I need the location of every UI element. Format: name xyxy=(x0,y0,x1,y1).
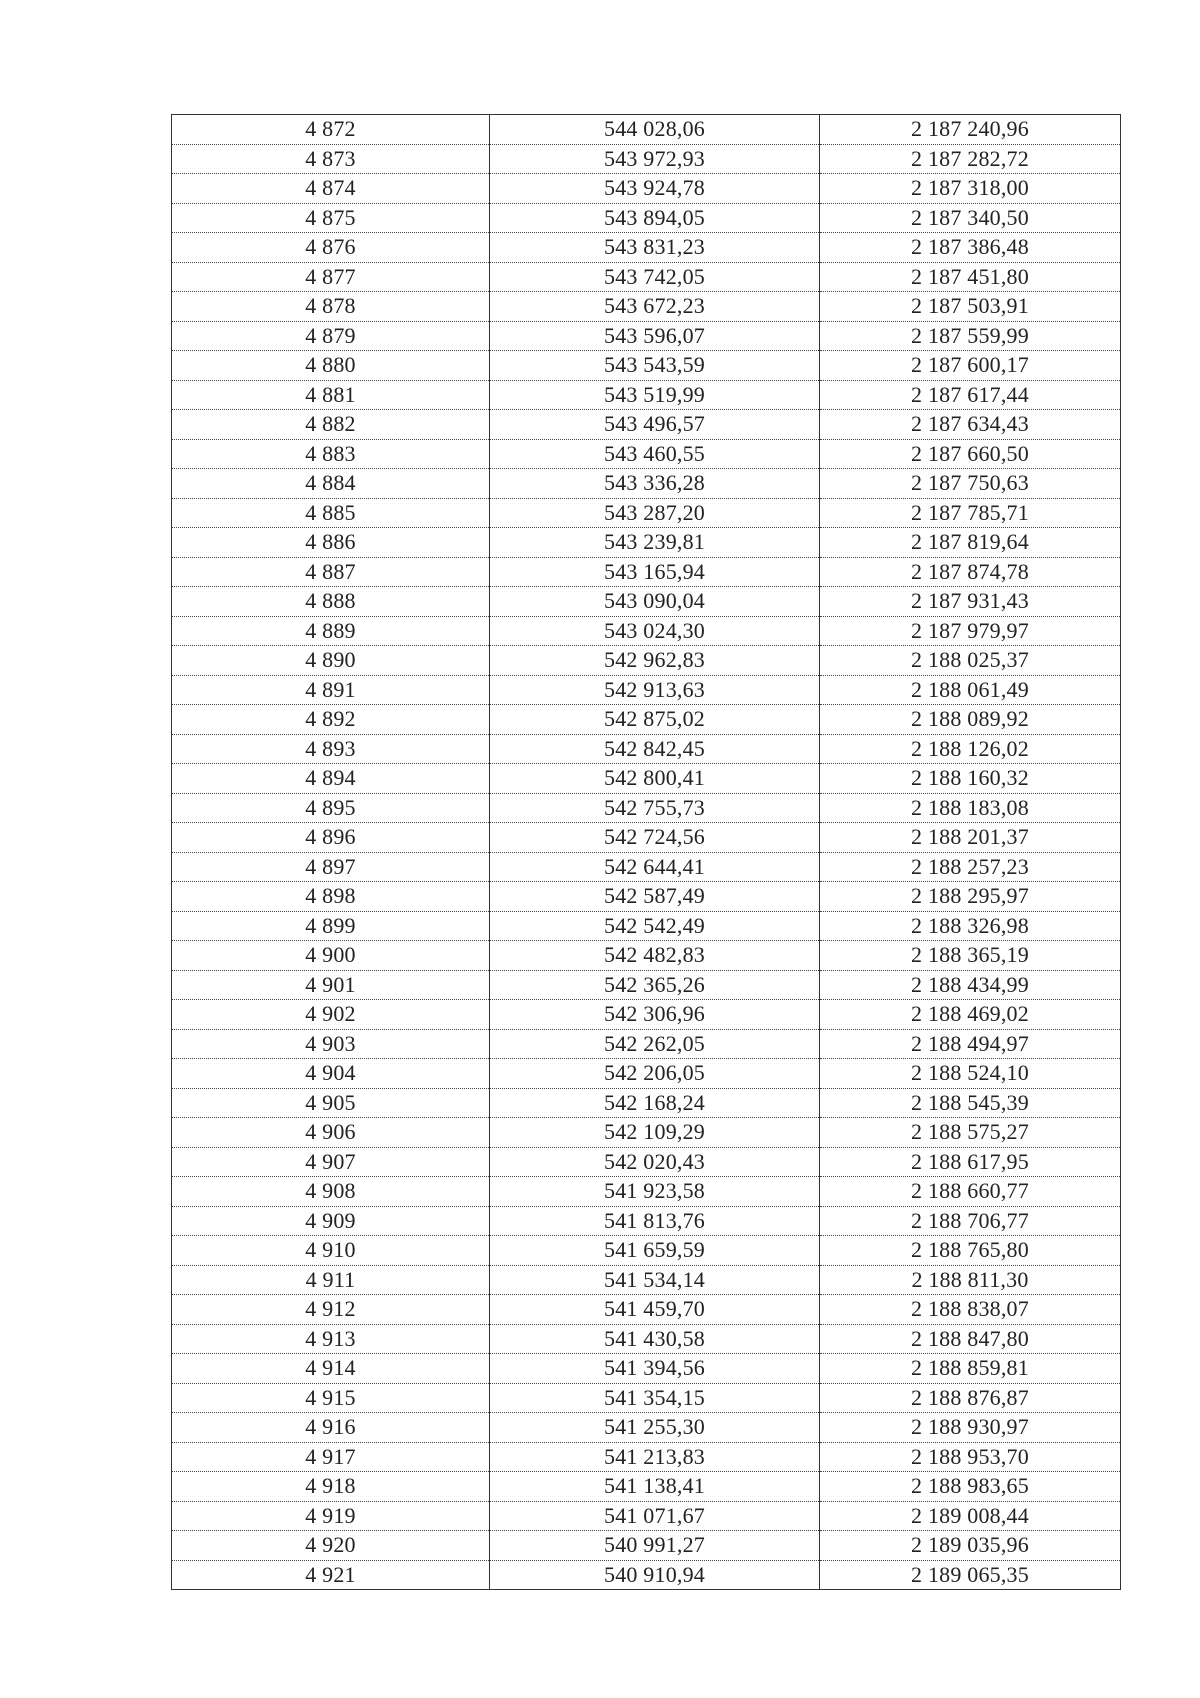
y-coordinate-cell: 2 187 819,64 xyxy=(820,528,1121,558)
x-coordinate-cell: 541 430,58 xyxy=(490,1324,820,1354)
table-row xyxy=(172,970,1121,1000)
x-coordinate-cell: 542 724,56 xyxy=(490,823,820,853)
y-coordinate-cell: 2 187 750,63 xyxy=(820,469,1121,499)
x-coordinate-cell: 543 972,93 xyxy=(490,144,820,174)
point-number-cell: 4 900 xyxy=(172,941,490,971)
point-number-cell: 4 915 xyxy=(172,1383,490,1413)
coordinates-table xyxy=(171,114,1121,1590)
x-coordinate-cell: 542 109,29 xyxy=(490,1118,820,1148)
table-row xyxy=(172,1560,1121,1590)
point-number-cell: 4 879 xyxy=(172,321,490,351)
table-row xyxy=(172,292,1121,322)
point-number-cell: 4 872 xyxy=(172,115,490,145)
y-coordinate-cell: 2 189 008,44 xyxy=(820,1501,1121,1531)
point-number-cell: 4 908 xyxy=(172,1177,490,1207)
y-coordinate-cell: 2 189 065,35 xyxy=(820,1560,1121,1590)
table-row xyxy=(172,616,1121,646)
y-coordinate-cell: 2 187 386,48 xyxy=(820,233,1121,263)
table-row xyxy=(172,1147,1121,1177)
y-coordinate-cell: 2 188 983,65 xyxy=(820,1472,1121,1502)
table-row xyxy=(172,823,1121,853)
point-number-cell: 4 911 xyxy=(172,1265,490,1295)
point-number-cell: 4 884 xyxy=(172,469,490,499)
table-row xyxy=(172,1501,1121,1531)
x-coordinate-cell: 541 394,56 xyxy=(490,1354,820,1384)
x-coordinate-cell: 541 071,67 xyxy=(490,1501,820,1531)
table-row xyxy=(172,498,1121,528)
y-coordinate-cell: 2 188 295,97 xyxy=(820,882,1121,912)
y-coordinate-cell: 2 188 660,77 xyxy=(820,1177,1121,1207)
x-coordinate-cell: 541 213,83 xyxy=(490,1442,820,1472)
table-row xyxy=(172,351,1121,381)
y-coordinate-cell: 2 188 876,87 xyxy=(820,1383,1121,1413)
point-number-cell: 4 881 xyxy=(172,380,490,410)
x-coordinate-cell: 543 336,28 xyxy=(490,469,820,499)
y-coordinate-cell: 2 188 365,19 xyxy=(820,941,1121,971)
table-row xyxy=(172,1472,1121,1502)
x-coordinate-cell: 543 543,59 xyxy=(490,351,820,381)
table-row xyxy=(172,1354,1121,1384)
table-row xyxy=(172,115,1121,145)
x-coordinate-cell: 542 587,49 xyxy=(490,882,820,912)
point-number-cell: 4 893 xyxy=(172,734,490,764)
point-number-cell: 4 910 xyxy=(172,1236,490,1266)
y-coordinate-cell: 2 188 524,10 xyxy=(820,1059,1121,1089)
table-row xyxy=(172,1265,1121,1295)
y-coordinate-cell: 2 188 765,80 xyxy=(820,1236,1121,1266)
table-row xyxy=(172,144,1121,174)
table-row xyxy=(172,1531,1121,1561)
point-number-cell: 4 886 xyxy=(172,528,490,558)
table-row xyxy=(172,882,1121,912)
table-row xyxy=(172,1383,1121,1413)
x-coordinate-cell: 543 460,55 xyxy=(490,439,820,469)
x-coordinate-cell: 541 354,15 xyxy=(490,1383,820,1413)
y-coordinate-cell: 2 188 025,37 xyxy=(820,646,1121,676)
y-coordinate-cell: 2 187 874,78 xyxy=(820,557,1121,587)
table-row xyxy=(172,203,1121,233)
point-number-cell: 4 907 xyxy=(172,1147,490,1177)
point-number-cell: 4 909 xyxy=(172,1206,490,1236)
point-number-cell: 4 904 xyxy=(172,1059,490,1089)
table-row xyxy=(172,911,1121,941)
x-coordinate-cell: 543 239,81 xyxy=(490,528,820,558)
x-coordinate-cell: 542 306,96 xyxy=(490,1000,820,1030)
point-number-cell: 4 920 xyxy=(172,1531,490,1561)
y-coordinate-cell: 2 187 340,50 xyxy=(820,203,1121,233)
y-coordinate-cell: 2 188 061,49 xyxy=(820,675,1121,705)
x-coordinate-cell: 543 596,07 xyxy=(490,321,820,351)
x-coordinate-cell: 544 028,06 xyxy=(490,115,820,145)
coordinates-table-body xyxy=(172,115,1121,1590)
point-number-cell: 4 899 xyxy=(172,911,490,941)
point-number-cell: 4 875 xyxy=(172,203,490,233)
y-coordinate-cell: 2 188 811,30 xyxy=(820,1265,1121,1295)
point-number-cell: 4 880 xyxy=(172,351,490,381)
y-coordinate-cell: 2 187 979,97 xyxy=(820,616,1121,646)
x-coordinate-cell: 543 165,94 xyxy=(490,557,820,587)
table-row xyxy=(172,1324,1121,1354)
table-row xyxy=(172,587,1121,617)
point-number-cell: 4 912 xyxy=(172,1295,490,1325)
point-number-cell: 4 876 xyxy=(172,233,490,263)
x-coordinate-cell: 543 924,78 xyxy=(490,174,820,204)
y-coordinate-cell: 2 188 575,27 xyxy=(820,1118,1121,1148)
table-row xyxy=(172,262,1121,292)
point-number-cell: 4 896 xyxy=(172,823,490,853)
x-coordinate-cell: 542 020,43 xyxy=(490,1147,820,1177)
x-coordinate-cell: 541 813,76 xyxy=(490,1206,820,1236)
y-coordinate-cell: 2 188 257,23 xyxy=(820,852,1121,882)
y-coordinate-cell: 2 188 183,08 xyxy=(820,793,1121,823)
table-row xyxy=(172,941,1121,971)
point-number-cell: 4 889 xyxy=(172,616,490,646)
table-row xyxy=(172,1177,1121,1207)
x-coordinate-cell: 542 842,45 xyxy=(490,734,820,764)
x-coordinate-cell: 543 287,20 xyxy=(490,498,820,528)
table-row xyxy=(172,1000,1121,1030)
y-coordinate-cell: 2 187 931,43 xyxy=(820,587,1121,617)
y-coordinate-cell: 2 188 160,32 xyxy=(820,764,1121,794)
point-number-cell: 4 913 xyxy=(172,1324,490,1354)
y-coordinate-cell: 2 188 494,97 xyxy=(820,1029,1121,1059)
x-coordinate-cell: 540 910,94 xyxy=(490,1560,820,1590)
x-coordinate-cell: 543 831,23 xyxy=(490,233,820,263)
x-coordinate-cell: 542 962,83 xyxy=(490,646,820,676)
x-coordinate-cell: 542 755,73 xyxy=(490,793,820,823)
y-coordinate-cell: 2 187 318,00 xyxy=(820,174,1121,204)
point-number-cell: 4 894 xyxy=(172,764,490,794)
x-coordinate-cell: 542 365,26 xyxy=(490,970,820,1000)
point-number-cell: 4 874 xyxy=(172,174,490,204)
y-coordinate-cell: 2 188 953,70 xyxy=(820,1442,1121,1472)
table-row xyxy=(172,1088,1121,1118)
y-coordinate-cell: 2 187 282,72 xyxy=(820,144,1121,174)
x-coordinate-cell: 542 913,63 xyxy=(490,675,820,705)
point-number-cell: 4 921 xyxy=(172,1560,490,1590)
point-number-cell: 4 906 xyxy=(172,1118,490,1148)
point-number-cell: 4 916 xyxy=(172,1413,490,1443)
table-row xyxy=(172,1206,1121,1236)
y-coordinate-cell: 2 188 545,39 xyxy=(820,1088,1121,1118)
table-row xyxy=(172,557,1121,587)
table-row xyxy=(172,852,1121,882)
point-number-cell: 4 902 xyxy=(172,1000,490,1030)
point-number-cell: 4 873 xyxy=(172,144,490,174)
x-coordinate-cell: 543 672,23 xyxy=(490,292,820,322)
x-coordinate-cell: 543 496,57 xyxy=(490,410,820,440)
y-coordinate-cell: 2 189 035,96 xyxy=(820,1531,1121,1561)
point-number-cell: 4 919 xyxy=(172,1501,490,1531)
table-row xyxy=(172,528,1121,558)
table-row xyxy=(172,793,1121,823)
x-coordinate-cell: 542 262,05 xyxy=(490,1029,820,1059)
table-row xyxy=(172,1236,1121,1266)
y-coordinate-cell: 2 188 201,37 xyxy=(820,823,1121,853)
y-coordinate-cell: 2 187 451,80 xyxy=(820,262,1121,292)
point-number-cell: 4 917 xyxy=(172,1442,490,1472)
table-row xyxy=(172,174,1121,204)
table-row xyxy=(172,233,1121,263)
point-number-cell: 4 882 xyxy=(172,410,490,440)
point-number-cell: 4 887 xyxy=(172,557,490,587)
table-row xyxy=(172,734,1121,764)
y-coordinate-cell: 2 188 847,80 xyxy=(820,1324,1121,1354)
point-number-cell: 4 914 xyxy=(172,1354,490,1384)
point-number-cell: 4 888 xyxy=(172,587,490,617)
x-coordinate-cell: 542 542,49 xyxy=(490,911,820,941)
y-coordinate-cell: 2 187 617,44 xyxy=(820,380,1121,410)
y-coordinate-cell: 2 188 617,95 xyxy=(820,1147,1121,1177)
point-number-cell: 4 895 xyxy=(172,793,490,823)
y-coordinate-cell: 2 188 326,98 xyxy=(820,911,1121,941)
y-coordinate-cell: 2 188 859,81 xyxy=(820,1354,1121,1384)
x-coordinate-cell: 541 459,70 xyxy=(490,1295,820,1325)
x-coordinate-cell: 542 800,41 xyxy=(490,764,820,794)
table-row xyxy=(172,705,1121,735)
y-coordinate-cell: 2 188 930,97 xyxy=(820,1413,1121,1443)
x-coordinate-cell: 543 519,99 xyxy=(490,380,820,410)
table-row xyxy=(172,764,1121,794)
table-row xyxy=(172,1059,1121,1089)
table-row xyxy=(172,380,1121,410)
y-coordinate-cell: 2 188 434,99 xyxy=(820,970,1121,1000)
y-coordinate-cell: 2 187 634,43 xyxy=(820,410,1121,440)
x-coordinate-cell: 541 138,41 xyxy=(490,1472,820,1502)
y-coordinate-cell: 2 187 600,17 xyxy=(820,351,1121,381)
x-coordinate-cell: 542 875,02 xyxy=(490,705,820,735)
x-coordinate-cell: 541 923,58 xyxy=(490,1177,820,1207)
table-row xyxy=(172,439,1121,469)
table-row xyxy=(172,646,1121,676)
y-coordinate-cell: 2 187 785,71 xyxy=(820,498,1121,528)
table-row xyxy=(172,410,1121,440)
x-coordinate-cell: 541 255,30 xyxy=(490,1413,820,1443)
y-coordinate-cell: 2 188 838,07 xyxy=(820,1295,1121,1325)
y-coordinate-cell: 2 188 469,02 xyxy=(820,1000,1121,1030)
point-number-cell: 4 898 xyxy=(172,882,490,912)
point-number-cell: 4 901 xyxy=(172,970,490,1000)
table-row xyxy=(172,321,1121,351)
y-coordinate-cell: 2 188 126,02 xyxy=(820,734,1121,764)
x-coordinate-cell: 543 024,30 xyxy=(490,616,820,646)
x-coordinate-cell: 543 742,05 xyxy=(490,262,820,292)
point-number-cell: 4 905 xyxy=(172,1088,490,1118)
y-coordinate-cell: 2 187 240,96 xyxy=(820,115,1121,145)
point-number-cell: 4 892 xyxy=(172,705,490,735)
x-coordinate-cell: 542 482,83 xyxy=(490,941,820,971)
y-coordinate-cell: 2 188 706,77 xyxy=(820,1206,1121,1236)
x-coordinate-cell: 543 894,05 xyxy=(490,203,820,233)
y-coordinate-cell: 2 187 660,50 xyxy=(820,439,1121,469)
table-row xyxy=(172,469,1121,499)
table-row xyxy=(172,1029,1121,1059)
x-coordinate-cell: 542 206,05 xyxy=(490,1059,820,1089)
point-number-cell: 4 878 xyxy=(172,292,490,322)
point-number-cell: 4 897 xyxy=(172,852,490,882)
x-coordinate-cell: 541 659,59 xyxy=(490,1236,820,1266)
point-number-cell: 4 918 xyxy=(172,1472,490,1502)
point-number-cell: 4 890 xyxy=(172,646,490,676)
point-number-cell: 4 903 xyxy=(172,1029,490,1059)
x-coordinate-cell: 542 644,41 xyxy=(490,852,820,882)
table-row xyxy=(172,1118,1121,1148)
y-coordinate-cell: 2 187 559,99 xyxy=(820,321,1121,351)
x-coordinate-cell: 541 534,14 xyxy=(490,1265,820,1295)
x-coordinate-cell: 543 090,04 xyxy=(490,587,820,617)
point-number-cell: 4 877 xyxy=(172,262,490,292)
y-coordinate-cell: 2 188 089,92 xyxy=(820,705,1121,735)
table-row xyxy=(172,675,1121,705)
table-row xyxy=(172,1413,1121,1443)
table-row xyxy=(172,1442,1121,1472)
y-coordinate-cell: 2 187 503,91 xyxy=(820,292,1121,322)
point-number-cell: 4 883 xyxy=(172,439,490,469)
x-coordinate-cell: 540 991,27 xyxy=(490,1531,820,1561)
table-row xyxy=(172,1295,1121,1325)
point-number-cell: 4 885 xyxy=(172,498,490,528)
x-coordinate-cell: 542 168,24 xyxy=(490,1088,820,1118)
point-number-cell: 4 891 xyxy=(172,675,490,705)
